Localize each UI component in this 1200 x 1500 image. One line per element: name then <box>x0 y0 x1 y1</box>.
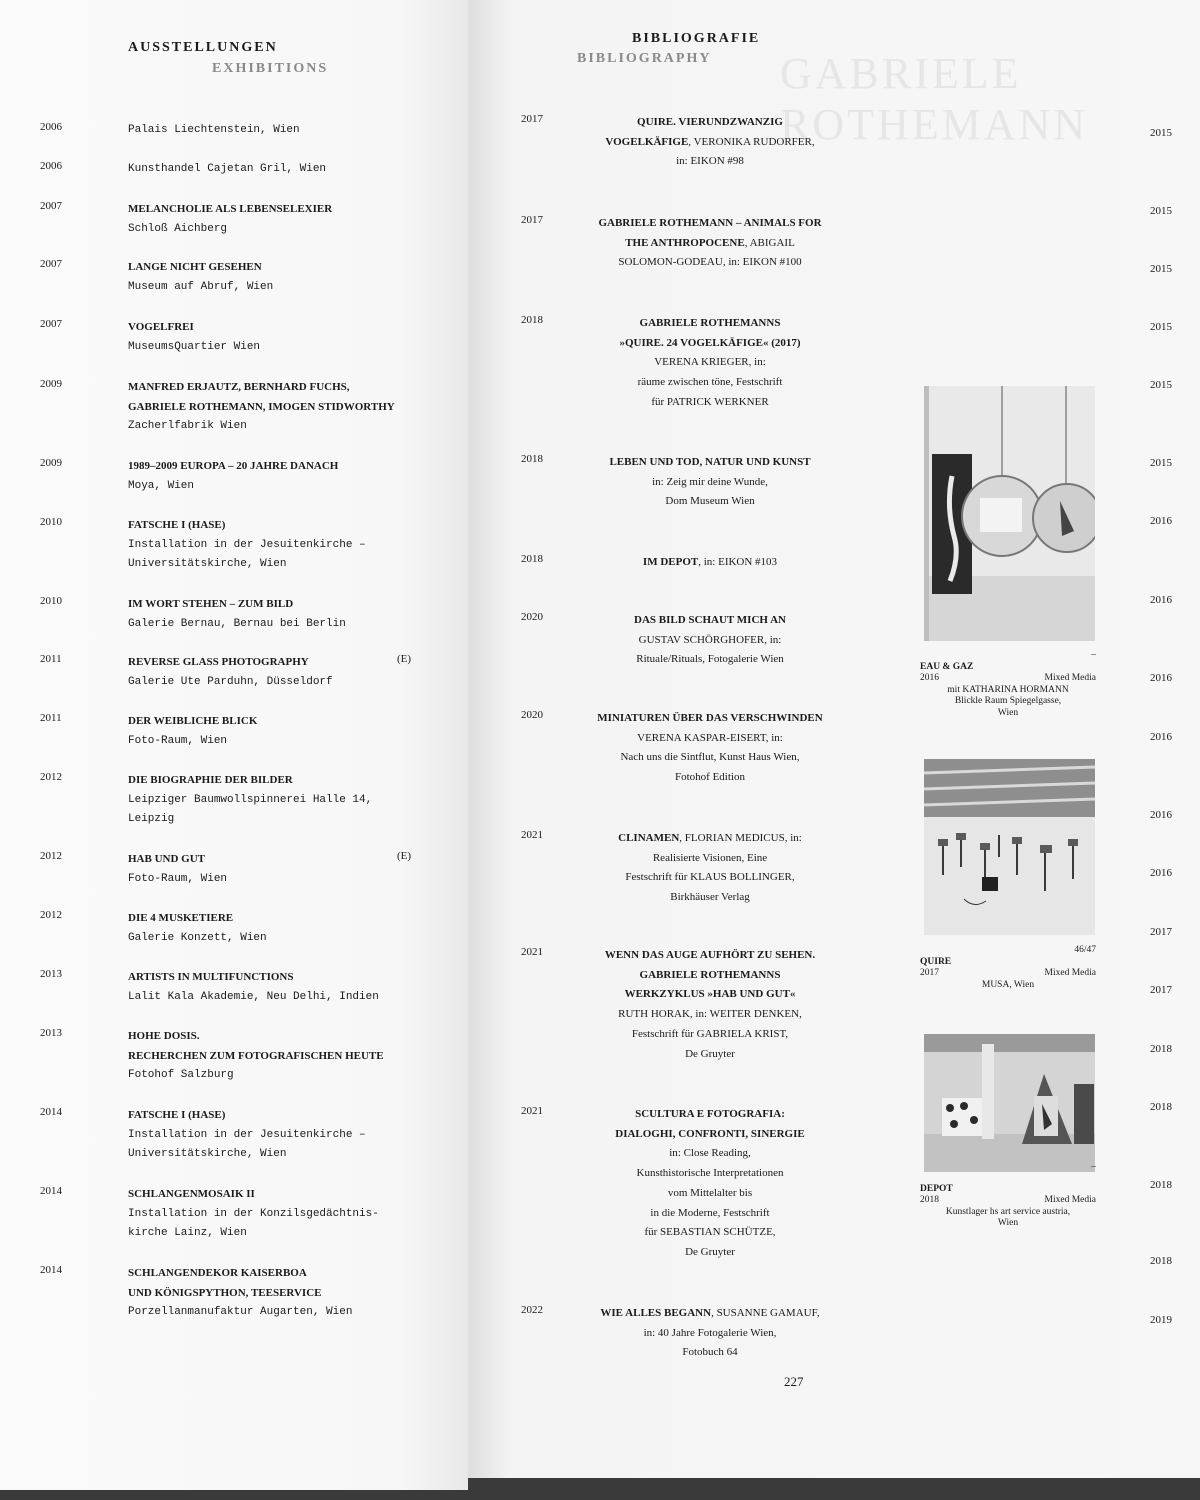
exhibition-title: DIE 4 MUSKETIERE <box>128 912 234 924</box>
citation-text: , in: EIKON #103 <box>698 556 778 568</box>
exhibition-details <box>128 160 408 180</box>
bibliography-citation <box>588 1105 832 1263</box>
caption-quire <box>920 945 1096 991</box>
exhibition-venue: kirche Lainz, Wien <box>128 1227 247 1239</box>
caption-line: Blickle Raum Spiegelgasse, <box>954 696 1062 706</box>
exhibition-venue: Installation in der Jesuitenkirche – <box>128 1128 366 1141</box>
citation-line <box>588 353 832 373</box>
exhibition-year: 2007 <box>40 318 62 330</box>
exhibition-details <box>128 595 408 634</box>
bibliography-citation <box>588 709 832 788</box>
citation-line <box>588 1324 832 1344</box>
exhibition-title: HOHE DOSIS. <box>128 1030 200 1042</box>
exhibition-venue: Galerie Konzett, Wien <box>128 931 267 944</box>
citation-line <box>588 492 832 512</box>
exhibition-solo-mark: (E) <box>397 653 412 665</box>
exhibition-details <box>128 712 408 751</box>
exhibition-year: 2014 <box>40 1106 62 1118</box>
exhibition-title: ARTISTS IN MULTIFUNCTIONS <box>128 971 294 983</box>
exhibition-details <box>128 968 408 1007</box>
caption-title: QUIRE <box>920 956 952 967</box>
citation-title: WIE ALLES BEGANN <box>600 1307 712 1319</box>
caption-medium: Mixed Media <box>1044 1195 1096 1205</box>
exhibition-venue: Installation in der Jesuitenkirche – <box>128 538 366 551</box>
right-column-year: 2015 <box>1150 379 1172 391</box>
right-column-year: 2015 <box>1150 127 1172 139</box>
bibliography-year: 2022 <box>521 1304 543 1316</box>
exhibition-details <box>128 850 408 889</box>
right-column-year: 2019 <box>1150 1314 1172 1326</box>
exhibition-year: 2007 <box>40 200 62 212</box>
caption-medium: Mixed Media <box>1044 968 1096 978</box>
citation-line <box>588 1343 832 1363</box>
caption-title: DEPOT <box>920 1183 953 1194</box>
exhibition-details <box>128 457 408 496</box>
caption-title: EAU & GAZ <box>920 661 974 672</box>
exhibition-year: 2012 <box>40 909 62 921</box>
citation-text: für SEBASTIAN SCHÜTZE, <box>644 1226 776 1239</box>
exhibition-title: SCHLANGENDEKOR KAISERBOA <box>128 1267 307 1279</box>
citation-text: in die Moderne, Festschrift <box>650 1206 770 1219</box>
citation-text: GUSTAV SCHÖRGHOFER, in: <box>638 633 782 646</box>
bibliography-year: 2021 <box>521 946 543 958</box>
exhibition-details <box>128 1027 408 1086</box>
bibliography-citation <box>588 553 832 573</box>
exhibition-title: DER WEIBLICHE BLICK <box>128 715 258 727</box>
citation-title: GABRIELE ROTHEMANN – ANIMALS FOR <box>598 217 822 229</box>
right-column-year: 2018 <box>1150 1043 1172 1055</box>
citation-line <box>588 888 832 908</box>
citation-text: Fotohof Edition <box>675 771 745 784</box>
citation-line <box>588 1304 832 1324</box>
bibliography-citation <box>588 314 832 413</box>
citation-title: WENN DAS AUGE AUFHÖRT ZU SEHEN. <box>604 949 816 961</box>
citation-line <box>588 985 832 1005</box>
exhibition-year: 2010 <box>40 595 62 607</box>
citation-line <box>588 729 832 749</box>
page-number: 227 <box>784 1374 804 1389</box>
right-column-year: 2016 <box>1150 867 1172 879</box>
citation-line <box>588 1125 832 1145</box>
citation-line <box>588 1045 832 1065</box>
citation-title: DAS BILD SCHAUT MICH AN <box>634 614 786 626</box>
right-column-year: 2016 <box>1150 809 1172 821</box>
exhibition-details <box>128 771 408 830</box>
exhibitions-heading: AUSSTELLUNGEN <box>128 40 278 55</box>
citation-line <box>588 1184 832 1204</box>
citation-line <box>588 133 832 153</box>
bibliography-year: 2017 <box>521 214 543 226</box>
citation-line <box>588 334 832 354</box>
citation-title: WERKZYKLUS »HAB UND GUT« <box>624 988 796 1001</box>
citation-text: De Gruyter <box>685 1245 735 1258</box>
exhibition-title: GABRIELE ROTHEMANN, IMOGEN STIDWORTHY <box>128 400 395 413</box>
exhibition-title: VOGELFREI <box>128 321 194 333</box>
citation-title: LEBEN UND TOD, NATUR UND KUNST <box>609 456 811 468</box>
exhibition-venue: Installation in der Konzilsgedächtnis- <box>128 1207 379 1220</box>
citation-text: Nach uns die Sintflut, Kunst Haus Wien, <box>620 751 800 764</box>
right-column-year: 2016 <box>1150 731 1172 743</box>
exhibition-venue: Museum auf Abruf, Wien <box>128 280 274 293</box>
exhibition-title: DIE BIOGRAPHIE DER BILDER <box>128 774 293 786</box>
exhibition-title: RECHERCHEN ZUM FOTOGRAFISCHEN HEUTE <box>128 1049 384 1062</box>
exhibition-title: MELANCHOLIE ALS LEBENSELEXIER <box>128 203 333 215</box>
exhibitions-heading-en: EXHIBITIONS <box>212 61 329 76</box>
exhibition-year: 2006 <box>40 160 62 172</box>
bibliography-year: 2020 <box>521 709 543 721</box>
exhibition-title: REVERSE GLASS PHOTOGRAPHY <box>128 656 309 668</box>
bibliography-year: 2021 <box>521 1105 543 1117</box>
exhibition-venue: Fotohof Salzburg <box>128 1069 234 1081</box>
exhibition-year: 2013 <box>40 968 62 980</box>
bibliography-citation <box>588 214 832 273</box>
caption-year: 2017 <box>920 968 939 978</box>
right-column-year: 2015 <box>1150 263 1172 275</box>
exhibition-year: 2012 <box>40 850 62 862</box>
citation-line <box>588 1144 832 1164</box>
bibliography-year: 2017 <box>521 113 543 125</box>
citation-line <box>588 1243 832 1263</box>
exhibition-year: 2007 <box>40 258 62 270</box>
citation-line <box>588 1164 832 1184</box>
exhibition-venue: Leipziger Baumwollspinnerei Halle 14, <box>128 793 373 806</box>
exhibition-venue: Foto-Raum, Wien <box>128 872 228 885</box>
right-column-year: 2016 <box>1150 515 1172 527</box>
citation-text: VERENA KASPAR-EISERT, in: <box>637 731 783 744</box>
citation-text: Dom Museum Wien <box>665 495 755 508</box>
exhibition-details <box>128 1185 408 1244</box>
bibliography-year: 2020 <box>521 611 543 623</box>
citation-text: , SUSANNE GAMAUF, <box>711 1307 820 1319</box>
exhibition-details <box>128 378 408 437</box>
citation-line <box>588 1223 832 1243</box>
bibliography-citation <box>588 113 832 172</box>
exhibition-year: 2009 <box>40 378 62 390</box>
bibliography-citation <box>588 946 832 1064</box>
ghost-title: GABRIELE ROTHEMANN <box>780 49 1089 149</box>
citation-line <box>588 393 832 413</box>
exhibition-year: 2014 <box>40 1185 62 1197</box>
citation-line <box>588 1204 832 1224</box>
citation-title: DIALOGHI, CONFRONTI, SINERGIE <box>615 1127 805 1140</box>
citation-text: , FLORIAN MEDICUS, in: <box>679 832 802 844</box>
citation-title: MINIATUREN ÜBER DAS VERSCHWINDEN <box>597 712 823 724</box>
citation-line <box>588 113 832 133</box>
right-column-year: 2017 <box>1150 984 1172 996</box>
exhibition-venue: Kunsthandel Cajetan Gril, Wien <box>128 163 327 175</box>
exhibition-year: 2011 <box>40 653 62 665</box>
exhibition-title: FATSCHE I (HASE) <box>128 519 226 531</box>
photo-quire <box>924 759 1095 935</box>
citation-text: Fotobuch 64 <box>682 1346 738 1359</box>
exhibition-title: IM WORT STEHEN – ZUM BILD <box>128 598 294 610</box>
exhibition-title: HAB UND GUT <box>128 853 206 865</box>
citation-text: Festschrift für KLAUS BOLLINGER, <box>625 871 795 884</box>
citation-text: De Gruyter <box>685 1047 735 1060</box>
citation-text: für PATRICK WERKNER <box>651 395 769 408</box>
citation-line <box>588 453 832 473</box>
citation-title: »QUIRE. 24 VOGELKÄFIGE« (2017) <box>619 336 801 349</box>
exhibition-venue: Leipzig <box>128 813 175 825</box>
caption-dash: – <box>1091 1162 1096 1172</box>
caption-page: 46/47 <box>1074 945 1096 955</box>
exhibition-title: FATSCHE I (HASE) <box>128 1109 226 1121</box>
photo-depot <box>924 1034 1095 1172</box>
exhibition-venue: Galerie Ute Parduhn, Düsseldorf <box>128 675 333 688</box>
bibliography-year: 2018 <box>521 314 543 326</box>
photo-eau-gaz <box>924 386 1095 641</box>
citation-text: in: EIKON #98 <box>676 155 744 168</box>
right-column-year: 2018 <box>1150 1179 1172 1191</box>
caption-line: Wien <box>997 1218 1019 1228</box>
exhibition-details <box>128 1106 408 1165</box>
citation-title: GABRIELE ROTHEMANNS <box>639 317 781 329</box>
citation-line <box>588 650 832 670</box>
right-column-year: 2015 <box>1150 457 1172 469</box>
right-column-year: 2015 <box>1150 205 1172 217</box>
citation-line <box>588 966 832 986</box>
exhibition-venue: Universitätskirche, Wien <box>128 558 287 570</box>
citation-line <box>588 314 832 334</box>
citation-title: QUIRE. VIERUNDZWANZIG <box>637 116 783 128</box>
citation-title: THE ANTHROPOCENE <box>625 236 745 249</box>
citation-line <box>588 1025 832 1045</box>
citation-line <box>588 1005 832 1025</box>
right-column-year: 2016 <box>1150 672 1172 684</box>
exhibition-year: 2011 <box>40 712 62 724</box>
exhibition-details <box>128 516 408 575</box>
exhibition-venue: Moya, Wien <box>128 479 195 492</box>
exhibition-venue: Lalit Kala Akademie, Neu Delhi, Indien <box>128 990 379 1003</box>
citation-text: in: Zeig mir deine Wunde, <box>652 475 768 488</box>
citation-line <box>588 829 832 849</box>
citation-title: IM DEPOT <box>642 556 699 568</box>
citation-line <box>588 748 832 768</box>
exhibition-year: 2013 <box>40 1027 62 1039</box>
exhibition-venue: Palais Liechtenstein, Wien <box>128 124 300 136</box>
caption-line: Kunstlager hs art service austria, <box>945 1206 1071 1217</box>
exhibition-year: 2012 <box>40 771 62 783</box>
exhibition-venue: Foto-Raum, Wien <box>128 734 228 747</box>
exhibition-details <box>128 121 408 141</box>
caption-medium: Mixed Media <box>1044 673 1096 683</box>
caption-dash: – <box>1091 650 1096 660</box>
exhibition-title: SCHLANGENMOSAIK II <box>128 1188 255 1200</box>
exhibition-title: 1989–2009 EUROPA – 20 JAHRE DANACH <box>128 460 339 472</box>
exhibition-details <box>128 258 408 297</box>
citation-title: CLINAMEN <box>618 832 680 844</box>
exhibition-venue: Universitätskirche, Wien <box>128 1148 287 1160</box>
bibliography-year: 2018 <box>521 553 543 565</box>
bibliography-citation <box>588 829 832 908</box>
citation-line <box>588 234 832 254</box>
bibliography-citation <box>588 453 832 512</box>
exhibition-title: LANGE NICHT GESEHEN <box>128 261 262 273</box>
exhibition-venue: Galerie Bernau, Bernau bei Berlin <box>128 617 346 630</box>
right-column-year: 2015 <box>1150 321 1172 333</box>
caption-year: 2016 <box>920 673 939 683</box>
exhibition-title: UND KÖNIGSPYTHON, TEESERVICE <box>128 1286 322 1299</box>
citation-line <box>588 611 832 631</box>
exhibition-year: 2009 <box>40 457 62 469</box>
exhibition-venue: Zacherlfabrik Wien <box>128 420 247 432</box>
citation-title: GABRIELE ROTHEMANNS <box>639 968 781 981</box>
exhibition-venue: MuseumsQuartier Wien <box>128 340 261 353</box>
citation-line <box>588 553 832 573</box>
exhibition-venue: Porzellanmanufaktur Augarten, Wien <box>128 1306 353 1318</box>
citation-line <box>588 849 832 869</box>
right-page <box>468 0 1200 1478</box>
exhibition-details <box>128 200 408 239</box>
citation-text: SOLOMON-GODEAU, in: EIKON #100 <box>618 256 802 269</box>
citation-title: VOGELKÄFIGE <box>605 135 689 148</box>
exhibition-year: 2010 <box>40 516 62 528</box>
exhibition-year: 2014 <box>40 1264 62 1276</box>
citation-text: vom Mittelalter bis <box>667 1186 753 1199</box>
citation-line <box>588 373 832 393</box>
citation-text: Realisierte Visionen, Eine <box>652 851 768 864</box>
exhibition-details <box>128 653 408 692</box>
exhibition-title: MANFRED ERJAUTZ, BERNHARD FUCHS, <box>128 381 350 393</box>
citation-line <box>588 768 832 788</box>
right-column-year: 2018 <box>1150 1255 1172 1267</box>
citation-line <box>588 1105 832 1125</box>
bibliography-heading-en: BIBLIOGRAPHY <box>577 51 712 66</box>
caption-line: Wien <box>997 707 1019 718</box>
exhibition-details <box>128 909 408 948</box>
citation-line <box>588 473 832 493</box>
citation-text: in: 40 Jahre Fotogalerie Wien, <box>643 1326 777 1339</box>
citation-line <box>588 253 832 273</box>
right-column-year: 2018 <box>1150 1101 1172 1113</box>
bibliography-citation <box>588 611 832 670</box>
citation-title: SCULTURA E FOTOGRAFIA: <box>635 1108 785 1120</box>
caption-line: MUSA, Wien <box>981 979 1035 990</box>
citation-text: VERENA KRIEGER, in: <box>654 356 766 369</box>
citation-line <box>588 868 832 888</box>
caption-depot <box>920 1162 1096 1230</box>
citation-text: RUTH HORAK, in: WEITER DENKEN, <box>618 1008 802 1021</box>
exhibition-year: 2006 <box>40 121 62 133</box>
citation-text: Rituale/Rituals, Fotogalerie Wien <box>636 653 784 666</box>
caption-year: 2018 <box>920 1195 939 1205</box>
bibliography-heading: BIBLIOGRAFIE <box>632 31 761 46</box>
exhibition-solo-mark: (E) <box>397 850 412 862</box>
exhibition-details <box>128 318 408 357</box>
citation-line <box>588 709 832 729</box>
citation-line <box>588 631 832 651</box>
bibliography-year: 2018 <box>521 453 543 465</box>
exhibition-details <box>128 1264 408 1323</box>
citation-text: Kunsthistorische Interpretationen <box>636 1167 784 1180</box>
citation-line <box>588 214 832 234</box>
right-column-year: 2017 <box>1150 926 1172 938</box>
citation-line <box>588 946 832 966</box>
citation-text: Birkhäuser Verlag <box>670 891 750 904</box>
citation-text: in: Close Reading, <box>669 1147 751 1160</box>
citation-text: , VERONIKA RUDORFER, <box>688 135 815 148</box>
citation-text: Festschrift für GABRIELA KRIST, <box>631 1027 789 1040</box>
bibliography-year: 2021 <box>521 829 543 841</box>
citation-text: , ABIGAIL <box>744 236 795 249</box>
bibliography-citation <box>588 1304 832 1363</box>
caption-line: mit KATHARINA HORMANN <box>947 684 1069 695</box>
caption-eau-gaz <box>920 650 1096 719</box>
citation-line <box>588 152 832 172</box>
citation-text: räume zwischen töne, Festschrift <box>637 376 783 389</box>
right-column-year: 2016 <box>1150 594 1172 606</box>
exhibition-venue: Schloß Aichberg <box>128 222 228 235</box>
